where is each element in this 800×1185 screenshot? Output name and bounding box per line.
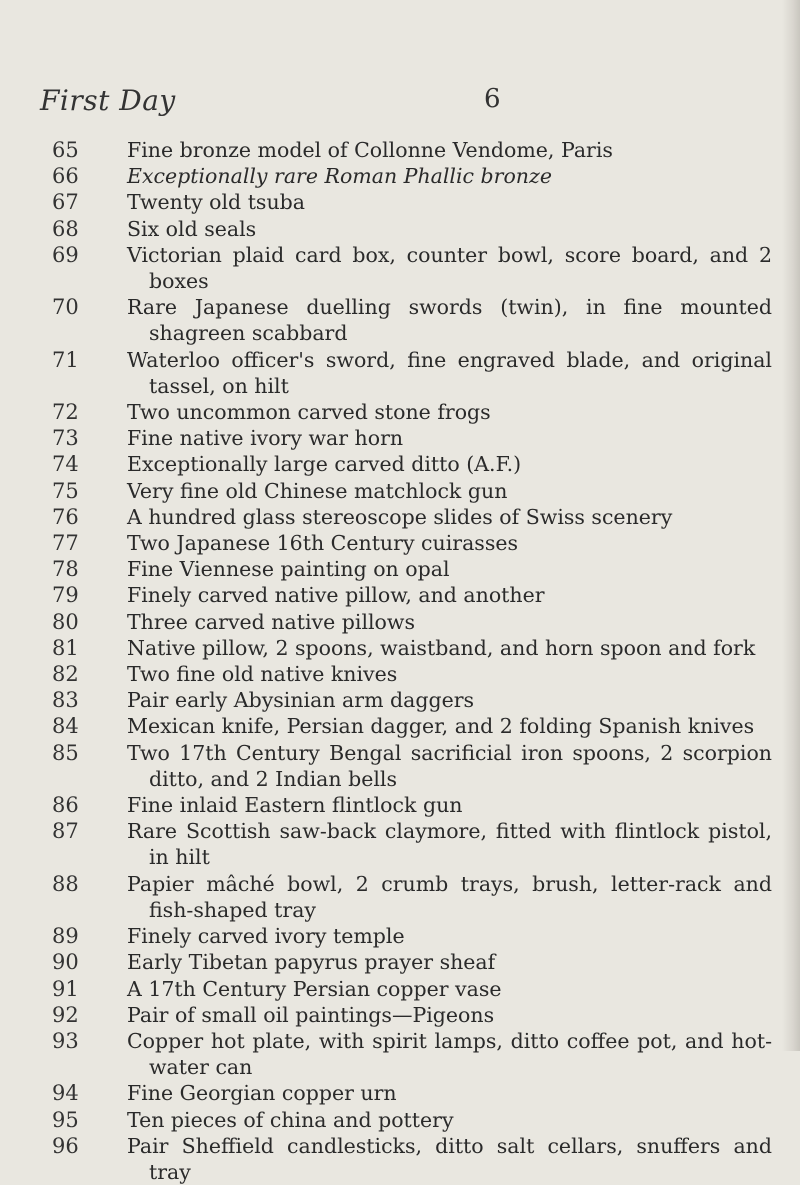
lot-number: 86 bbox=[52, 793, 79, 818]
lot-entry bbox=[52, 451, 772, 477]
lot-number: 78 bbox=[52, 557, 79, 582]
lot-description: Pair early Abysinian arm daggers bbox=[127, 688, 475, 713]
lot-entry bbox=[52, 163, 772, 189]
lot-description: Waterloo officer's sword, fine engraved blade, and original tassel, on hilt bbox=[127, 347, 772, 398]
lot-description: Fine Georgian copper urn bbox=[127, 1081, 397, 1106]
lot-number: 69 bbox=[52, 242, 79, 267]
lot-description: Pair of small oil paintings—Pigeons bbox=[127, 1002, 495, 1027]
lot-entry bbox=[52, 1107, 772, 1133]
lot-description: Exceptionally large carved ditto (A.F.) bbox=[127, 452, 522, 477]
lot-entry bbox=[52, 582, 772, 608]
lot-entry bbox=[52, 1028, 772, 1080]
lot-description: Rare Scottish saw-back claymore, fitted with flintlock pistol, in hilt bbox=[127, 819, 772, 870]
lot-entry bbox=[52, 976, 772, 1002]
lot-number: 91 bbox=[52, 976, 79, 1001]
lot-number: 68 bbox=[52, 216, 79, 241]
lot-description: Twenty old tsuba bbox=[127, 190, 306, 215]
lot-description: Two fine old native knives bbox=[127, 662, 398, 687]
lot-entry bbox=[52, 504, 772, 530]
lot-entry bbox=[52, 818, 772, 870]
lot-number: 93 bbox=[52, 1028, 79, 1053]
page-header bbox=[40, 84, 740, 120]
lot-entry bbox=[52, 1080, 772, 1106]
lot-number: 88 bbox=[52, 871, 79, 896]
lot-description: Pair Sheffield candlesticks, ditto salt cellars, snuffers and tray bbox=[127, 1133, 772, 1184]
lot-entry bbox=[52, 347, 772, 399]
lot-number: 73 bbox=[52, 426, 79, 451]
lot-entry bbox=[52, 635, 772, 661]
lot-entry bbox=[52, 687, 772, 713]
lot-number: 67 bbox=[52, 190, 79, 215]
lot-entry bbox=[52, 137, 772, 163]
lot-entry bbox=[52, 530, 772, 556]
lot-number: 92 bbox=[52, 1002, 79, 1027]
page-edge-shadow bbox=[782, 0, 800, 1051]
lot-description: Native pillow, 2 spoons, waistband, and horn spoon and fork bbox=[127, 635, 756, 660]
lot-number: 94 bbox=[52, 1081, 79, 1106]
lot-entry bbox=[52, 425, 772, 451]
lot-list bbox=[52, 137, 772, 1185]
lot-description: Fine inlaid Eastern flintlock gun bbox=[127, 793, 463, 818]
lot-entry bbox=[52, 242, 772, 294]
lot-description: Exceptionally rare Roman Phallic bronze bbox=[127, 164, 552, 189]
lot-number: 70 bbox=[52, 295, 79, 320]
lot-number: 80 bbox=[52, 609, 79, 634]
lot-description: Three carved native pillows bbox=[127, 609, 415, 634]
lot-description: Victorian plaid card box, counter bowl, score board, and 2 boxes bbox=[127, 242, 772, 294]
lot-entry bbox=[52, 949, 772, 975]
lot-number: 85 bbox=[52, 740, 79, 765]
lot-entry bbox=[52, 189, 772, 215]
lot-number: 76 bbox=[52, 504, 79, 529]
lot-entry bbox=[52, 713, 772, 739]
lot-description: Mexican knife, Persian dagger, and 2 folding Spanish knives bbox=[127, 714, 755, 739]
lot-description: Copper hot plate, with spirit lamps, ditto coffee pot, and hot-water can bbox=[127, 1028, 772, 1080]
lot-description: Two uncommon carved stone frogs bbox=[127, 400, 491, 425]
lot-number: 74 bbox=[52, 452, 79, 477]
lot-entry bbox=[52, 294, 772, 346]
lot-entry bbox=[52, 216, 772, 242]
lot-description: A hundred glass stereoscope slides of Swiss scenery bbox=[127, 504, 673, 529]
lot-description: Very fine old Chinese matchlock gun bbox=[127, 478, 508, 503]
lot-number: 75 bbox=[52, 478, 79, 503]
lot-number: 89 bbox=[52, 924, 79, 949]
lot-number: 66 bbox=[52, 164, 79, 189]
lot-entry bbox=[52, 609, 772, 635]
lot-entry bbox=[52, 1002, 772, 1028]
lot-description: Papier mâché bowl, 2 crumb trays, brush, letter-rack and fish-shaped tray bbox=[127, 871, 772, 922]
lot-number: 82 bbox=[52, 662, 79, 687]
lot-entry bbox=[52, 556, 772, 582]
lot-description: Two Japanese 16th Century cuirasses bbox=[127, 531, 518, 556]
running-head: First Day bbox=[40, 84, 176, 117]
lot-entry bbox=[52, 740, 772, 792]
lot-description: Early Tibetan papyrus prayer sheaf bbox=[127, 950, 496, 975]
lot-description: Fine bronze model of Collonne Vendome, Paris bbox=[127, 138, 613, 162]
lot-description: Finely carved native pillow, and another bbox=[127, 583, 545, 608]
lot-entry bbox=[52, 478, 772, 504]
lot-entry bbox=[52, 871, 772, 923]
lot-description: Rare Japanese duelling swords (twin), in fine mounted shagreen scabbard bbox=[127, 295, 772, 346]
lot-description: Finely carved ivory temple bbox=[127, 924, 405, 949]
lot-description: Two 17th Century Bengal sacrificial iron spoons, 2 scorpion ditto, and 2 Indian bells bbox=[127, 740, 772, 791]
lot-description: Fine native ivory war horn bbox=[127, 426, 404, 451]
lot-entry bbox=[52, 792, 772, 818]
lot-description: Fine Viennese painting on opal bbox=[127, 557, 450, 582]
lot-number: 65 bbox=[52, 138, 79, 162]
lot-number: 81 bbox=[52, 635, 79, 660]
lot-number: 71 bbox=[52, 347, 79, 372]
lot-number: 79 bbox=[52, 583, 79, 608]
lot-number: 95 bbox=[52, 1107, 79, 1132]
lot-number: 90 bbox=[52, 950, 79, 975]
lot-number: 96 bbox=[52, 1133, 79, 1158]
lot-entry bbox=[52, 661, 772, 687]
lot-entry bbox=[52, 1133, 772, 1185]
lot-number: 84 bbox=[52, 714, 79, 739]
lot-description: A 17th Century Persian copper vase bbox=[127, 976, 502, 1001]
lot-description: Six old seals bbox=[127, 216, 257, 241]
lot-number: 72 bbox=[52, 400, 79, 425]
lot-entry bbox=[52, 923, 772, 949]
lot-number: 77 bbox=[52, 531, 79, 556]
lot-number: 87 bbox=[52, 819, 79, 844]
page-number: 6 bbox=[484, 84, 501, 114]
lot-number: 83 bbox=[52, 688, 79, 713]
lot-entry bbox=[52, 399, 772, 425]
lot-description: Ten pieces of china and pottery bbox=[127, 1107, 454, 1132]
